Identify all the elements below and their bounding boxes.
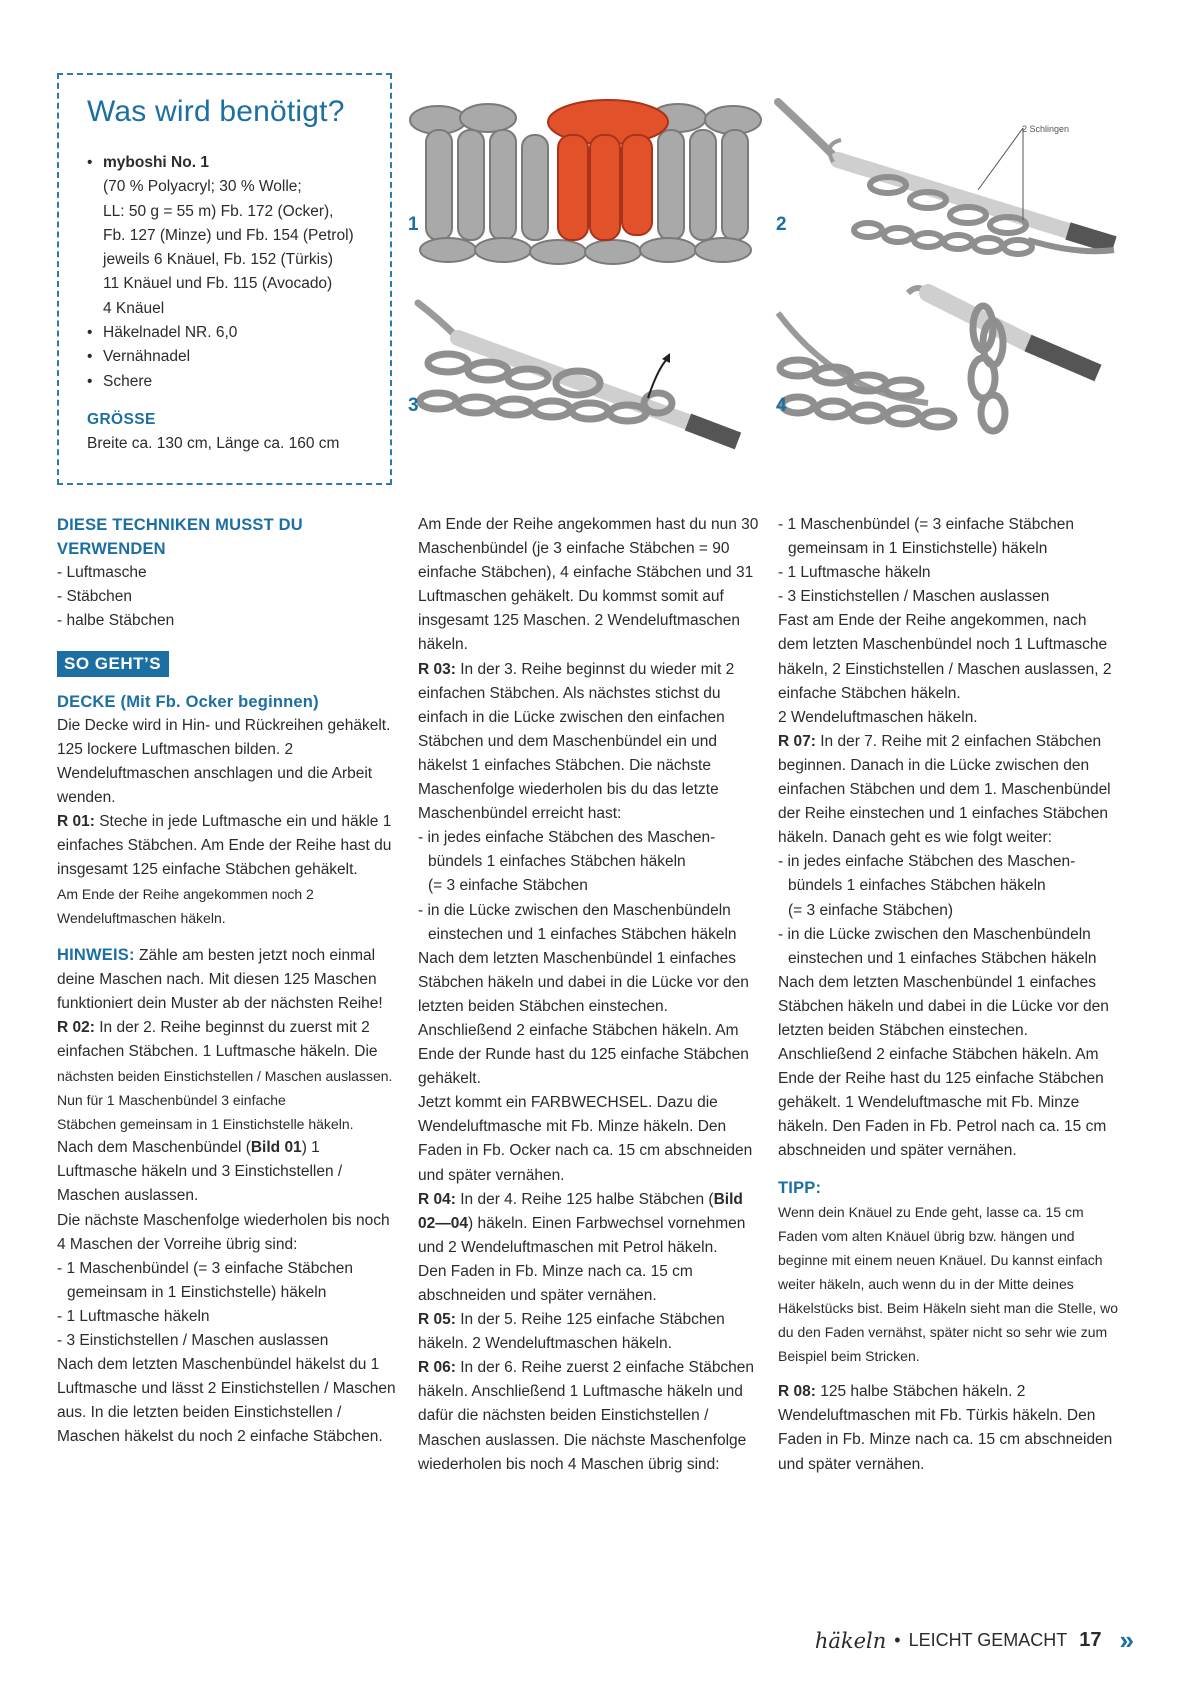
materials-box [57,73,392,485]
row-01-instruction: R 01: Steche in jede Luftmasche ein und häkle 1 einfaches Stäbchen. Am Ende der Reihe hast du insgesamt 125 einfache Stäbchen gehäkelt. [57,813,392,879]
material-item-label: Schere [103,372,153,390]
paragraph-row-end: Am Ende der Reihe angekommen hast du nun 30 Maschenbündel (je 3 einfache Stäbchen = 90 einfache Stäbchen), 4 einfache Stäbchen und 31 Luftmaschen gehäkelt. Du kommst somit auf insgesamt 125 Maschen. 2 Wendeluftmaschen häkeln. [418,516,759,654]
text-column-1 [57,513,399,1449]
row-04-instruction: R 04: In der 4. Reihe 125 halbe Stäbchen (Bild 02—04) häkeln. Einen Farbwechsel vornehmen und 2 Wendeluftmaschen mit Petrol häkeln. [418,1190,746,1256]
section-label-so-gehts: SO GEHT’S [57,651,169,677]
row-02-instruction: R 02: In der 2. Reihe beginnst du zuerst mit 2 einfachen Stäbchen. 1 Luftmasche häkeln. Die [57,1018,378,1060]
crochet-fabric-illustration [418,90,754,270]
material-detail-line: LL: 50 g = 55 m) Fb. 172 (Ocker), [103,202,334,220]
list-item: - 3 Einstichstellen / Maschen auslassen [778,588,1050,606]
bullet-icon: • [87,324,93,342]
row-01-note: Am Ende der Reihe angekommen noch 2 Wendeluftmaschen häkeln. [57,886,314,927]
loops-annotation: 2 Schlingen [1022,124,1070,134]
figure-number: 4 [776,395,787,416]
row-02-figure-ref: Nach dem Maschenbündel (Bild 01) 1 Luftmasche häkeln und 3 Einstichstellen / Maschen auslassen. [57,1139,343,1205]
material-item [87,370,387,394]
text-column-2 [418,513,760,1477]
paragraph-start: 125 lockere Luftmaschen bilden. 2 Wendeluftmaschen anschlagen und die Arbeit wenden. [57,740,373,806]
list-item: - in die Lücke zwischen den Maschenbündeln [418,901,731,919]
material-item-label: Vernähnadel [103,348,191,366]
row-07-end: Nach dem letzten Maschenbündel 1 einfaches Stäbchen häkeln und dabei in die Lücke vor den letzten beiden Stäbchen einstechen. Anschließend 2 einfache Stäbchen häkeln. Am Ende der Reihe hast du 125 einfache Stäbchen gehäkelt. 1 Wendeluftmasche mit Fb. Minze häkeln. Den Faden in Fb. Petrol nach ca. 15 cm abschneiden und später vernähen. [778,973,1109,1160]
list-item: - in jedes einfache Stäbchen des Maschen- [418,829,716,847]
figure-number: 3 [408,395,419,416]
row-08-instruction: R 08: 125 halbe Stäbchen häkeln. 2 Wendeluftmaschen mit Fb. Türkis häkeln. Den Faden in Fb. Minze nach ca. 15 cm abschneiden und später vernähen. [778,1383,1113,1473]
row-label: R 06: [418,1359,456,1377]
row-label: R 07: [778,732,816,750]
text-column-3 [778,513,1120,1477]
list-item: einstechen und 1 einfaches Stäbchen häkeln [428,925,737,943]
list-item: (= 3 einfache Stäbchen) [788,901,954,919]
figure-reference: Bild 01 [250,1139,302,1157]
material-main-name: myboshi No. 1 [103,154,209,171]
material-detail-line: Fb. 127 (Minze) und Fb. 154 (Petrol) [103,226,354,244]
row-07-instruction: R 07: In der 7. Reihe mit 2 einfachen Stäbchen beginnen. Danach in die Lücke zwischen den einfachen Stäbchen und dem 1. Maschenbündel der Reihe einstechen und 1 einfaches Stäbchen häkeln. Danach geht es wie folgt weiter: [778,732,1111,847]
crochet-chain-illustration [418,283,754,463]
technique-item: - Stäbchen [57,588,132,606]
row-05-instruction: R 05: In der 5. Reihe 125 einfache Stäbchen häkeln. 2 Wendeluftmaschen häkeln. [418,1311,725,1353]
hint-label: HINWEIS: [57,945,135,964]
highlighted-stitch-bundle [548,100,668,240]
paragraph-intro: Die Decke wird in Hin- und Rückreihen gehäkelt. [57,716,391,734]
material-item-label: Häkelnadel NR. 6,0 [103,324,238,342]
list-item: (= 3 einfache Stäbchen [428,877,588,895]
footer-separator: • [894,1630,901,1650]
list-item: bündels 1 einfaches Stäbchen häkeln [428,853,686,871]
bullet-icon: • [87,154,93,171]
next-page-arrow-icon[interactable]: » [1119,1625,1134,1655]
row-02-end: Nach dem letzten Maschenbündel häkelst du 1 Luftmasche und lässt 2 Einstichstellen / Maschen aus. In die letzten beiden Einstichstellen / Maschen häkelst du noch 2 einfache Stäbchen. [57,1356,396,1446]
list-item: - 1 Luftmasche häkeln [778,564,931,582]
row-02-note: nächsten beiden Einstichstellen / Maschen auslassen. Nun für 1 Maschenbündel 3 einfache [57,1067,393,1109]
material-detail-line: jeweils 6 Knäuel, Fb. 152 (Türkis) [103,251,334,269]
materials-list [87,151,387,394]
tip-heading: TIPP: [778,1178,822,1197]
list-item: gemeinsam in 1 Einstichstelle) häkeln [788,540,1048,558]
list-item: - 1 Luftmasche häkeln [57,1307,210,1325]
material-item [87,321,387,345]
paragraph-turn: 2 Wendeluftmaschen häkeln. [778,708,978,726]
list-item: gemeinsam in 1 Einstichstelle) häkeln [67,1283,327,1301]
row-03-instruction: R 03: In der 3. Reihe beginnst du wieder mit 2 einfachen Stäbchen. Als nächstes stichst du einfach in die Lücke zwischen den einfachen Stäbchen und dem Maschenbündel ein und häkelst 1 einfaches Stäbchen. Die nächste Maschenfolge wiederholen bis du das letzte Maschenbündel erreicht hast: [418,660,735,823]
list-item: bündels 1 einfaches Stäbchen häkeln [788,877,1046,895]
crochet-stitch-illustration [778,283,1114,463]
figure-number: 2 [776,214,787,235]
row-03-end: Nach dem letzten Maschenbündel 1 einfaches Stäbchen häkeln und dabei in die Lücke vor den letzten beiden Stäbchen einstechen. Anschließend 2 einfache Stäbchen häkeln. Am Ende der Runde hast du 125 einfache Stäbchen gehäkelt. [418,949,749,1088]
size-text: Breite ca. 130 cm, Länge ca. 160 cm [87,435,340,452]
tip-text: Wenn dein Knäuel zu Ende geht, lasse ca. 15 cm Faden vom alten Knäuel übrig bzw. hängen und beginne mit einem neuen Knäuel. Du kannst einfach weiter häkeln, auch wenn du in der Mitte deines Häkelstücks bist. Beim Häkeln sieht man die Stelle, wo du den Faden vernähst, später nicht so sehr wie zum Beispiel beim Stricken. [778,1203,1119,1365]
list-item: - 1 Maschenbündel (= 3 einfache Stäbchen [778,516,1074,533]
hint-paragraph: HINWEIS: Zähle am besten jetzt noch einmal deine Maschen nach. Mit diesen 125 Maschen funktioniert dein Muster ab der nächsten Reihe! [57,945,383,1012]
row-label: R 01: [57,813,95,831]
color-change-paragraph: Jetzt kommt ein FARBWECHSEL. Dazu die Wendeluftmasche mit Fb. Minze häkeln. Den Faden in Fb. Ocker nach ca. 15 cm abschneiden und später vernähen. [418,1094,753,1184]
material-item-main [87,151,387,175]
page-number: 17 [1079,1629,1102,1651]
figure-reference: Bild 02—04 [418,1190,743,1232]
size-heading: GRÖSSE [87,411,156,428]
bullet-icon: • [87,372,93,390]
row-06-instruction: R 06: In der 6. Reihe zuerst 2 einfache Stäbchen häkeln. Anschließend 1 Luftmasche häkeln und dafür die nächsten beiden Einstichstellen / Maschen auslassen. Die nächste Maschenfolge wiederholen bis noch 4 Maschen übrig sind: [418,1359,755,1473]
list-item: einstechen und 1 einfaches Stäbchen häkeln [788,949,1097,967]
figure-4-half-double [778,283,1114,463]
material-detail-line: 4 Knäuel [103,299,165,317]
row-label: R 05: [418,1311,456,1329]
list-item: - 1 Maschenbündel (= 3 einfache Stäbchen [57,1259,353,1277]
figure-2-hook-loops [778,90,1114,270]
crochet-hook-illustration [778,90,1114,270]
page-footer [815,1625,1134,1656]
figure-3-yarn-over [408,283,754,463]
bullet-icon: • [87,348,93,366]
techniques-heading: DIESE TECHNIKEN MUSST DU VERWENDEN [57,516,303,559]
row-label: R 08: [778,1383,816,1401]
row-label: R 03: [418,660,456,678]
list-item: - in jedes einfache Stäbchen des Maschen- [778,853,1076,871]
technique-item: - halbe Stäbchen [57,612,175,630]
material-detail-line: 11 Knäuel und Fb. 115 (Avocado) [103,275,333,293]
row-04-end: Den Faden in Fb. Minze nach ca. 15 cm abschneiden und später vernähen. [418,1262,693,1304]
list-item: - 3 Einstichstellen / Maschen auslassen [57,1332,329,1349]
decke-heading: DECKE (Mit Fb. Ocker beginnen) [57,692,319,711]
figure-number: 1 [408,214,419,235]
figure-1-stitch-bundle [408,90,754,270]
list-item: - in die Lücke zwischen den Maschenbündeln [778,925,1091,943]
materials-title: Was wird benötigt? [87,95,345,128]
row-label: R 02: [57,1018,95,1036]
footer-section: LEICHT GEMACHT [908,1630,1068,1650]
technique-item: - Luftmasche [57,564,147,582]
paragraph-row-end: Fast am Ende der Reihe angekommen, nach dem letzten Maschenbündel noch 1 Luftmasche häkeln, 2 Einstichstellen / Maschen auslassen, 2 einfache Stäbchen häkeln. [778,612,1112,702]
material-item [87,345,387,369]
row-label: R 04: [418,1190,456,1208]
row-02-note: Stäbchen gemeinsam in 1 Einstichstelle häkeln. [57,1116,354,1133]
row-02-repeat: Die nächste Maschenfolge wiederholen bis noch 4 Maschen der Vorreihe übrig sind: [57,1211,390,1253]
material-detail-line: (70 % Polyacryl; 30 % Wolle; [103,178,302,196]
magazine-script-title: häkeln [814,1628,887,1653]
